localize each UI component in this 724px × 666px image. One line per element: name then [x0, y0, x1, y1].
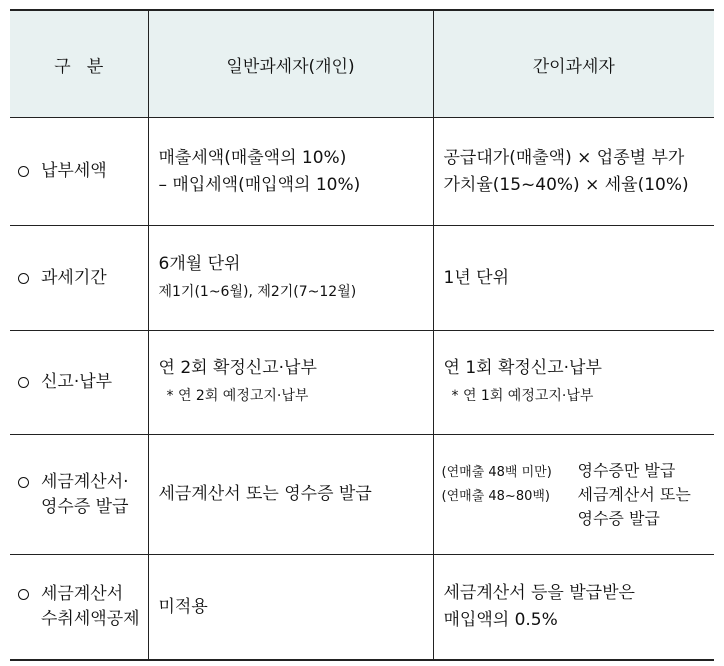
circle-bullet-icon — [18, 589, 29, 600]
general-cell — [148, 226, 433, 331]
header-category: 구 분 — [10, 10, 148, 118]
sales-condition-tag: (연매출 48~80백) — [441, 488, 550, 504]
general-cell — [148, 555, 433, 661]
cell-text: 6개월 단위 — [158, 253, 241, 274]
circle-bullet-icon — [18, 477, 29, 488]
comparison-table-wrapper — [10, 9, 714, 661]
cell-text: 영수증 발급 — [577, 508, 660, 528]
simplified-cell — [433, 331, 714, 435]
general-cell — [148, 118, 433, 226]
cell-text: 세금계산서 또는 — [577, 484, 691, 504]
table-row — [10, 226, 714, 331]
cell-text: 미적용 — [158, 596, 208, 617]
cell-text: 매입액의 0.5% — [443, 610, 558, 630]
cell-text: 1년 단위 — [443, 267, 509, 288]
table-row — [10, 435, 714, 555]
circle-bullet-icon — [18, 166, 29, 177]
simplified-cell — [433, 555, 714, 661]
cell-subtext: 제1기(1~6월), 제2기(7~12월) — [158, 283, 357, 300]
row-label: 수취세액공제 — [41, 609, 140, 629]
cell-text: 가치율(15~40%) × 세율(10%) — [443, 174, 689, 195]
cell-text: 영수증만 발급 — [577, 460, 676, 480]
table-row — [10, 331, 714, 435]
row-label: 신고·납부 — [41, 372, 113, 392]
header-row — [10, 10, 714, 118]
row-label-cell — [10, 435, 148, 555]
cell-text: 세금계산서 등을 발급받은 — [443, 583, 635, 603]
cell-text: 세금계산서 또는 영수증 발급 — [158, 484, 372, 504]
sales-condition-tag: (연매출 48백 미만) — [441, 464, 552, 480]
cell-text: 연 2회 확정신고·납부 — [158, 358, 317, 378]
table-row — [10, 118, 714, 226]
header-simplified-taxpayer: 간이과세자 — [433, 10, 714, 118]
table-row — [10, 555, 714, 661]
simplified-cell — [433, 226, 714, 331]
tax-comparison-table — [10, 9, 714, 661]
cell-text: 연 1회 확정신고·납부 — [443, 358, 602, 378]
cell-note: * 연 2회 예정고지·납부 — [166, 388, 309, 404]
row-label-cell — [10, 118, 148, 226]
simplified-cell — [433, 435, 714, 555]
cell-text: – 매입세액(매입액의 10%) — [158, 174, 361, 195]
general-cell — [148, 331, 433, 435]
row-label-cell — [10, 331, 148, 435]
cell-text: 매출세액(매출액의 10%) — [158, 147, 347, 168]
row-label: 세금계산서· — [41, 471, 129, 492]
simplified-cell — [433, 118, 714, 226]
row-label: 영수증 발급 — [41, 496, 129, 517]
cell-text: 공급대가(매출액) × 업종별 부가 — [443, 147, 685, 168]
row-label-cell — [10, 555, 148, 661]
header-general-taxpayer: 일반과세자(개인) — [148, 10, 433, 118]
row-label: 납부세액 — [41, 161, 107, 181]
cell-note: * 연 1회 예정고지·납부 — [451, 388, 594, 404]
row-label: 과세기간 — [41, 267, 107, 288]
general-cell — [148, 435, 433, 555]
row-label-cell — [10, 226, 148, 331]
row-label: 세금계산서 — [41, 584, 124, 604]
circle-bullet-icon — [18, 273, 29, 284]
circle-bullet-icon — [18, 377, 29, 388]
